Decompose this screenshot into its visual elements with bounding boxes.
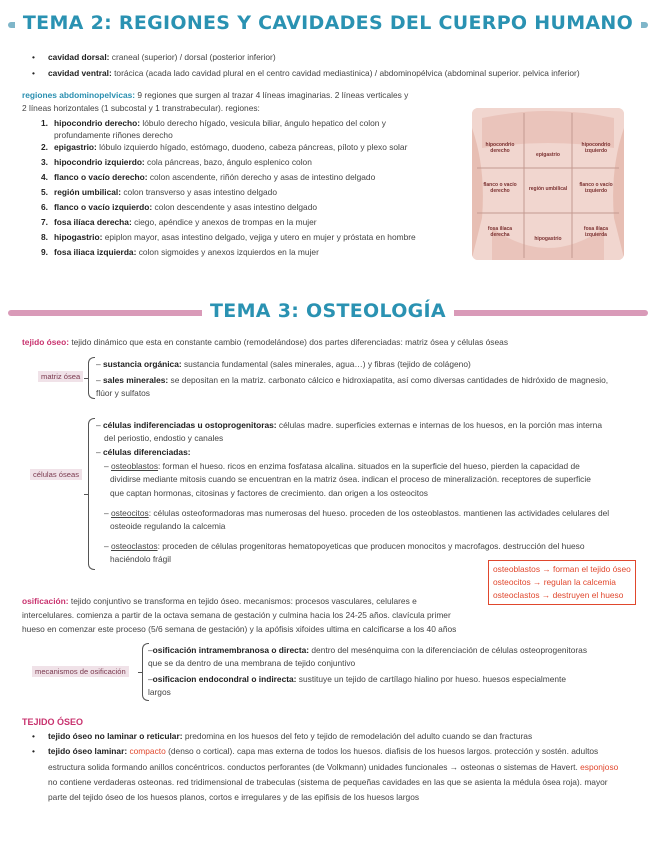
osteoclastos: – osteoclastos: proceden de células progenitoras hematopoyeticas que producen monocitos y macrofagos. destrucción del hueso <box>104 541 585 551</box>
diagram-label-1: hipocondrio derecho <box>485 142 515 154</box>
sales-minerales: – sales minerales: se depositan en la matriz. carbonato cálcico e hidroxiapatita, así como diversas cantidades de hidróxido de magnesio, <box>96 375 609 385</box>
tejido-no-laminar: • tejido óseo no laminar o reticular: predomina en los huesos del feto y tejido de remodelación del adulto cuando se dan fracturas <box>48 731 532 742</box>
tema2-header <box>0 10 656 40</box>
osificacion-intramembranosa-2: que se da dentro de una membrana de tejido conjuntivo <box>148 658 356 668</box>
diagram-label-6: flanco o vacío izquierdo <box>579 182 613 194</box>
osteocitos: – osteocitos: células osteoformadoras mas numerosas del hueso. proceden de los osteoblastos. mantienen las actividades celulares del <box>104 508 610 518</box>
matriz-osea-tag: matriz ósea <box>38 371 83 382</box>
matriz-brace <box>88 357 95 399</box>
region-item: 5. región umbilical: colon transverso y asas intestino delgado <box>41 187 277 197</box>
region-item-continued: profundamente riñones derecho <box>54 130 173 140</box>
osteoblastos: – osteoblastos: forman el hueso. ricos en enzima fosfatasa alcalina. situados en la superficie del hueso, pierden la capacidad de <box>104 461 580 471</box>
osteoblastos-3: que captan hormonas, citosinas y factores de crecimiento. dan origen a los osteocitos <box>110 488 428 498</box>
region-item: 9. fosa iliaca izquierda: colon sigmoides y anexos izquierdos en la mujer <box>41 247 319 257</box>
tejido-laminar-3: no contiene verdaderas osteonas. red tridimensional de trabeculas (sistema de pequeñas cavidades en las que se asienta la médula ósea roja). mayor <box>48 777 608 787</box>
osificacion-intramembranosa: –osificación intramembranosa o directa: dentro del mesénquima con la diferenciación de células osteoprogenitoras <box>148 645 588 655</box>
osificacion: osificación: tejido conjuntivo se transforma en tejido óseo. mecanismos: procesos vasculares, celulares e <box>22 596 417 606</box>
diagram-label-8: hipogastrio <box>534 236 562 242</box>
celulas-oseas-tag: células óseas <box>30 469 82 480</box>
region-item: 8. hipogastrio: epiplon mayor, asas intestino delgado, vejiga y utero en mujer y próstata en hombre <box>41 232 416 242</box>
cavidad-ventral: • cavidad ventral: torácica (acada lado cavidad plural en el centro cavidad mediastinica) / abdominopélvica (abdominal superior. pelvica inferior) <box>48 68 580 79</box>
tema2-title: TEMA 2: REGIONES Y CAVIDADES DEL CUERPO HUMANO <box>15 12 641 34</box>
diagram-label-7: fosa ilíaca derecha <box>487 226 513 238</box>
abdominal-regions-diagram <box>472 108 624 260</box>
celulas-brace <box>88 418 95 570</box>
osificacion-3: hueso en comenzar este proceso (5/6 semana de gestación) y la apófisis xifoides ultima en calcificarse a los 40 años <box>22 624 457 634</box>
cavidad-dorsal: • cavidad dorsal: craneal (superior) / dorsal (posterior inferior) <box>48 52 276 63</box>
tejido-laminar: • tejido óseo laminar: compacto (denso o cortical). capa mas externa de todos los huesos. diafisis de los huesos largos. protección y sostén. adultos <box>48 746 598 757</box>
osteoblastos-2: dividirse mediante mitosis cuando se encuentran en la matriz ósea. indican el proceso de mineralización. receptores de superficie <box>110 474 591 484</box>
osteocitos-2: osteoide regulando la calcemia <box>110 521 226 531</box>
region-item: 4. flanco o vacío derecho: colon ascendente, riñón derecho y asas de intestino delgado <box>41 172 376 182</box>
regiones-intro-2: 2 líneas horizontales (1 subcostal y 1 transtrabecular). regiones: <box>22 103 260 113</box>
diagram-label-5: región umbilical <box>528 186 568 192</box>
region-item: 3. hipocondrio izquierdo: cola páncreas, bazo, ángulo esplenico colon <box>41 157 312 167</box>
osificacion-endocondral-2: largos <box>148 687 171 697</box>
tema3-title: TEMA 3: OSTEOLOGÍA <box>202 300 454 322</box>
celulas-diferenciadas: – células diferenciadas: <box>96 447 191 457</box>
osificacion-2: intercelulares. comienza a partir de la octava semana de gestación y culmina hacia los 24-25 años. clavícula primer <box>22 610 451 620</box>
diagram-label-9: fosa ilíaca izquierda <box>583 226 609 238</box>
tejido-oseo-heading: TEJIDO ÓSEO <box>22 717 84 727</box>
cells-summary-box <box>488 560 636 605</box>
region-item: 6. flanco o vacío izquierdo: colon descendente y asas intestino delgado <box>41 202 318 212</box>
tejido-laminar-2: estructura solida formando anillos concéntricos. conductos perforantes (de Volkmann) unidades funcionales → osteonas o sistemas de Havert. esponjoso <box>48 762 619 772</box>
diagram-label-3: hipocondrio izquierdo <box>581 142 611 154</box>
diagram-label-4: flanco o vacío derecho <box>483 182 517 194</box>
sustancia-organica: – sustancia orgánica: sustancia fundamental (sales minerales, agua…) y fibras (tejido de colágeno) <box>96 359 471 369</box>
sales-minerales-2: flúor y sulfatos <box>96 388 150 398</box>
diagram-label-2: epigastrio <box>536 152 560 158</box>
celulas-indiferenciadas-2: del periostio, endostio y canales <box>104 433 224 443</box>
mecanismos-tag: mecanismos de osificación <box>32 666 129 677</box>
tejido-oseo-intro: tejido óseo: tejido dinámico que esta en constante cambio (remodelándose) dos partes diferenciadas: matriz ósea y células óseas <box>22 337 509 347</box>
summary-osteoclastos: osteoclastos → destruyen el hueso <box>493 590 624 600</box>
tejido-laminar-4: parte del tejido óseo de los huesos planos, cortos e irregulares y de las epifisis de los huesos largos <box>48 792 420 802</box>
osteoclastos-2: haciéndolo frágil <box>110 554 171 564</box>
region-item: 1. hipocondrio derecho: lóbulo derecho hígado, vesicula biliar, ángulo hepatico del colon y <box>41 118 386 128</box>
summary-osteoblastos: osteoblastos → forman el tejido óseo <box>493 564 631 574</box>
osificacion-endocondral: –osificacion endocondral o indirecta: sustituye un tejido de cartílago hialino por hueso. huesos especialmente <box>148 674 567 684</box>
celulas-indiferenciadas: – células indiferenciadas u ostoprogenitoras: células madre. superficies externas e internas de los huesos, en la porción mas interna <box>96 420 602 430</box>
summary-osteocitos: osteocitos → regulan la calcemia <box>493 577 616 587</box>
tema3-header <box>0 298 656 328</box>
region-item: 2. epigastrio: lóbulo izquierdo hígado, estómago, duodeno, cabeza páncreas, píloto y plexo solar <box>41 142 408 152</box>
regiones-intro: regiones abdominopelvicas: 9 regiones que surgen al trazar 4 líneas imaginarias. 2 líneas verticales y <box>22 90 409 100</box>
region-item: 7. fosa ilíaca derecha: ciego, apéndice y anexos de trompas en la mujer <box>41 217 317 227</box>
